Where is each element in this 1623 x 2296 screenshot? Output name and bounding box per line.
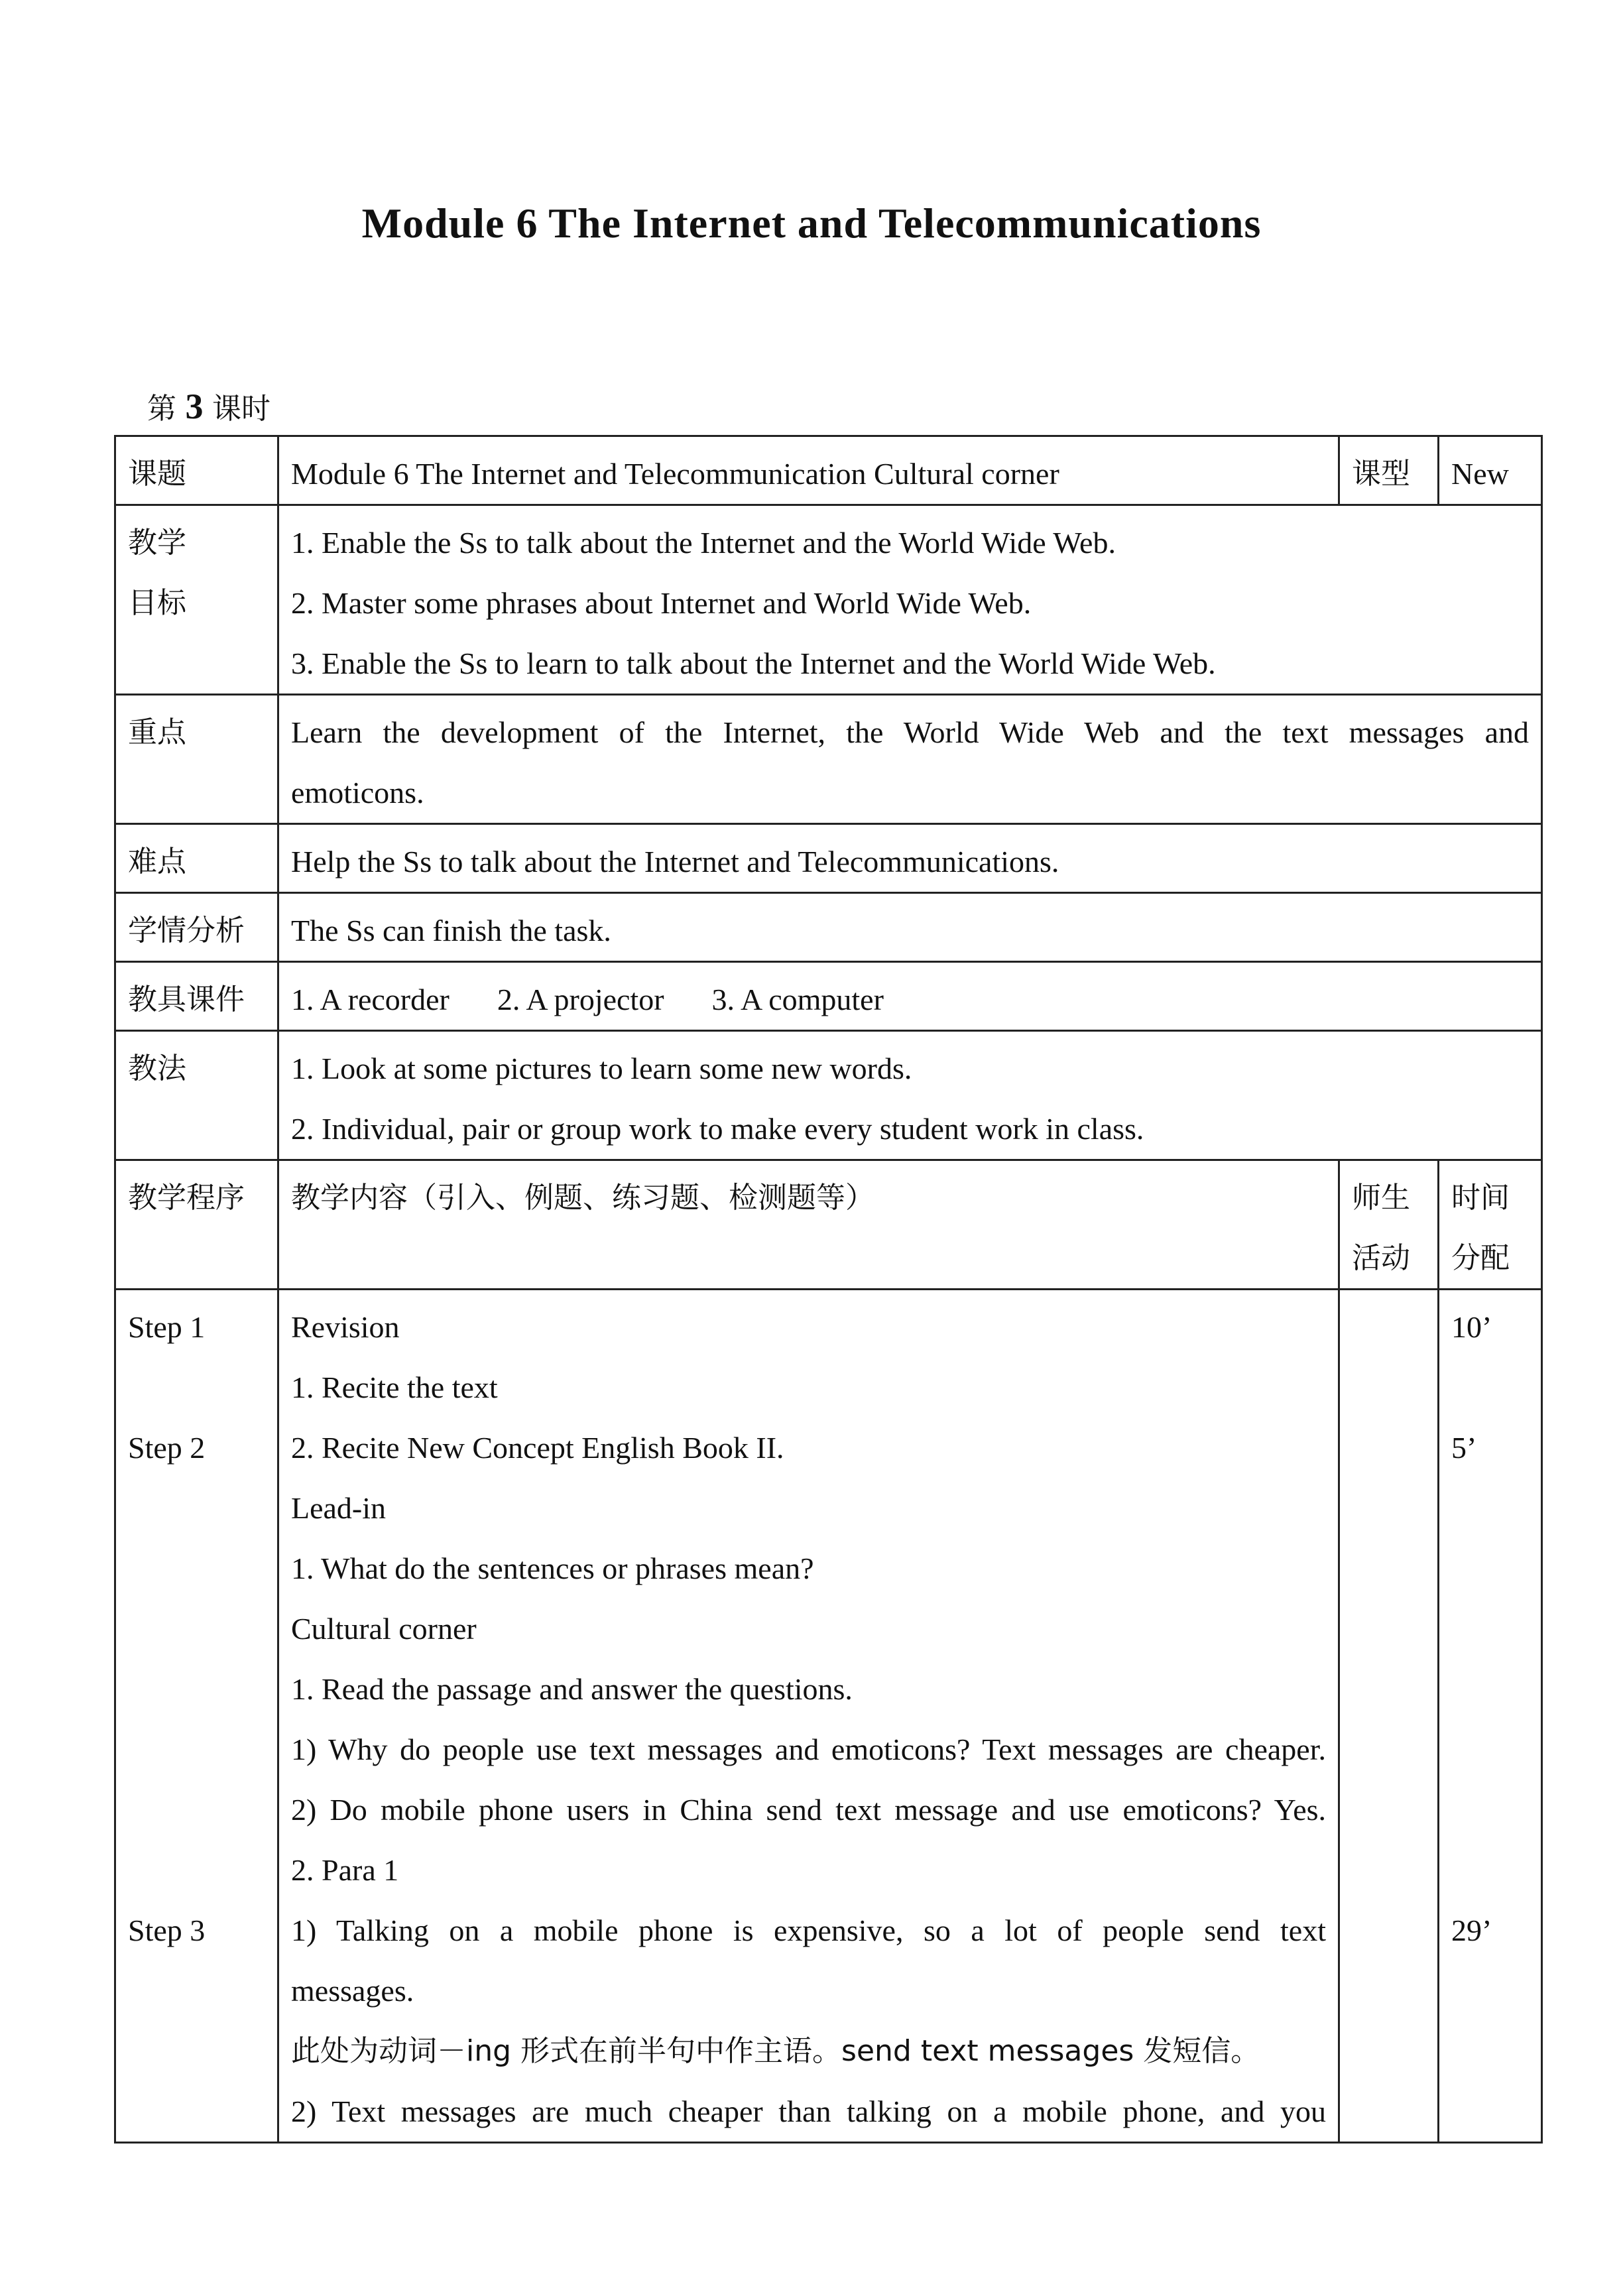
content-line: Revision — [291, 1310, 400, 1344]
topic-row — [115, 436, 1542, 505]
methods-label: 教法 — [115, 1031, 278, 1160]
type-label: 课型 — [1339, 436, 1439, 505]
content-line: Cultural corner — [291, 1612, 477, 1646]
key-points-row — [115, 695, 1542, 824]
activity-column — [1339, 1290, 1439, 2143]
topic-value: Module 6 The Internet and Telecommunication Cultural corner — [278, 436, 1339, 505]
difficulties-row — [115, 824, 1542, 893]
step-label: Step 1 — [128, 1310, 206, 1344]
content-line: 此处为动词－ing 形式在前半句中作主语。send text messages 发短信。 — [291, 2034, 1260, 2068]
key-points-label: 重点 — [115, 695, 278, 824]
procedure-content-header: 教学内容（引入、例题、练习题、检测题等） — [278, 1160, 1339, 1290]
tool-item: 3. A computer — [711, 983, 884, 1016]
lesson-number: 3 — [185, 387, 204, 426]
difficulties-label: 难点 — [115, 824, 278, 893]
content-line: 1. What do the sentences or phrases mean? — [291, 1551, 814, 1585]
tool-item: 2. A projector — [497, 983, 664, 1016]
lesson-suffix: 课时 — [212, 392, 270, 426]
tools-content — [278, 962, 1542, 1031]
objective-item: 2. Master some phrases about Internet and World Wide Web. — [291, 586, 1032, 620]
time-header: 时间 分配 — [1439, 1160, 1542, 1290]
objectives-label: 教学 目标 — [115, 505, 278, 695]
activity-header: 师生 活动 — [1339, 1160, 1439, 1290]
procedure-body-row — [115, 1290, 1542, 2143]
lesson-plan-table — [114, 435, 1543, 2144]
analysis-row — [115, 893, 1542, 962]
content-line: 1) Talking on a mobile phone is expensive, so a lot of people send text — [291, 1913, 1327, 1947]
procedure-label: 教学程序 — [115, 1160, 278, 1290]
tool-item: 1. A recorder — [291, 983, 450, 1016]
topic-label: 课题 — [115, 436, 278, 505]
methods-row — [115, 1031, 1542, 1160]
procedure-content — [278, 1290, 1339, 2143]
time-value: 29’ — [1451, 1913, 1492, 1947]
objectives-row — [115, 505, 1542, 695]
time-column — [1439, 1290, 1542, 2143]
objectives-content — [278, 505, 1542, 695]
content-line: messages. — [291, 1974, 414, 2008]
step-label: Step 2 — [128, 1431, 206, 1465]
step-label: Step 3 — [128, 1913, 206, 1947]
type-value: New — [1439, 436, 1542, 505]
objective-item: 3. Enable the Ss to learn to talk about the Internet and the World Wide Web. — [291, 646, 1216, 680]
objective-item: 1. Enable the Ss to talk about the Internet and the World Wide Web. — [291, 526, 1116, 560]
tools-label: 教具课件 — [115, 962, 278, 1031]
lesson-prefix: 第 — [147, 392, 176, 426]
analysis-content: The Ss can finish the task. — [278, 893, 1542, 962]
method-item: 2. Individual, pair or group work to make every student work in class. — [291, 1112, 1144, 1146]
content-line: 2. Recite New Concept English Book II. — [291, 1431, 784, 1465]
content-line: 2) Do mobile phone users in China send text message and use emoticons? Yes. — [291, 1793, 1327, 1827]
page-title: Module 6 The Internet and Telecommunications — [361, 200, 1262, 247]
content-line: Lead-in — [291, 1491, 387, 1525]
content-line: 1. Recite the text — [291, 1370, 498, 1404]
time-value: 5’ — [1451, 1431, 1477, 1465]
steps-column — [115, 1290, 278, 2143]
key-points-content: Learn the development of the Internet, the World Wide Web and the text messages and emoticons. — [278, 695, 1542, 824]
content-line: 1. Read the passage and answer the questions. — [291, 1672, 853, 1706]
method-item: 1. Look at some pictures to learn some new words. — [291, 1052, 912, 1085]
tools-row — [115, 962, 1542, 1031]
difficulties-content: Help the Ss to talk about the Internet and Telecommunications. — [278, 824, 1542, 893]
methods-content — [278, 1031, 1542, 1160]
analysis-label: 学情分析 — [115, 893, 278, 962]
time-value: 10’ — [1451, 1310, 1492, 1344]
procedure-header-row — [115, 1160, 1542, 1290]
content-line: 1) Why do people use text messages and emoticons? Text messages are cheaper. — [291, 1732, 1327, 1766]
lesson-label — [147, 385, 270, 427]
content-line: 2. Para 1 — [291, 1853, 399, 1887]
content-line: 2) Text messages are much cheaper than talking on a mobile phone, and you — [291, 2094, 1327, 2128]
